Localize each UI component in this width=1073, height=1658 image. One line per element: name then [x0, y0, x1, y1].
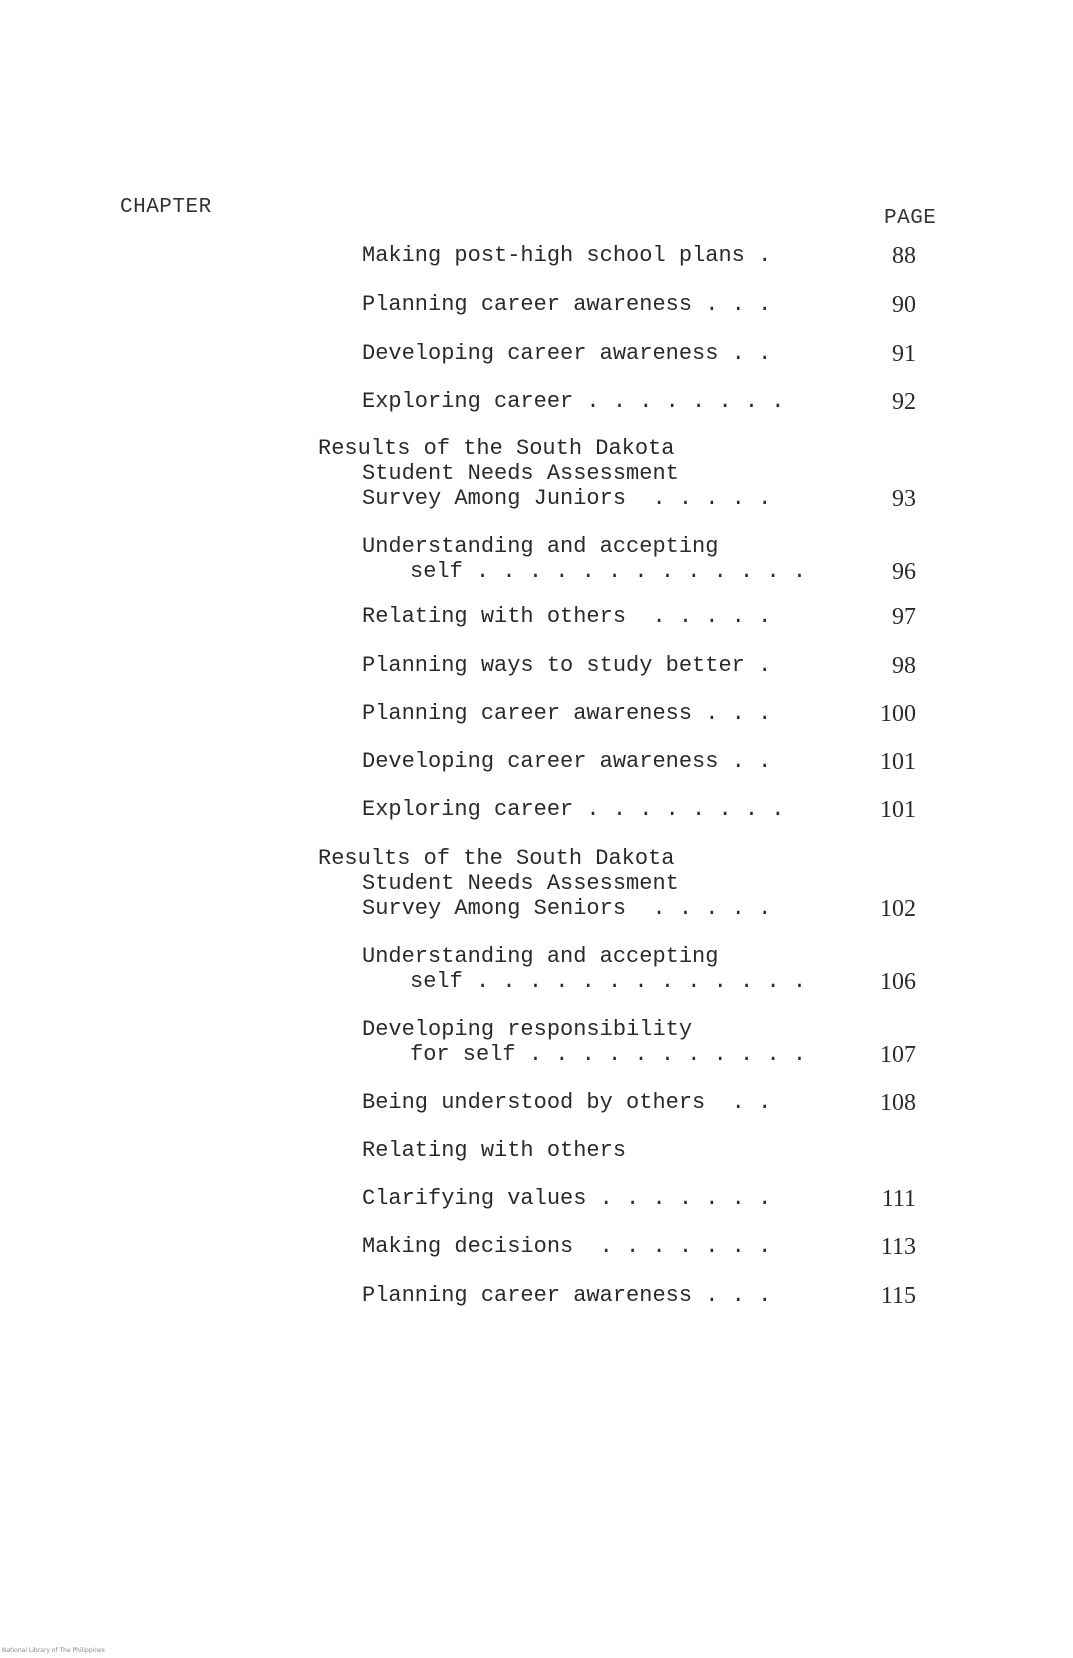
toc-entry-line: Student Needs Assessment [362, 871, 679, 896]
toc-page-number: 107 [880, 1042, 916, 1068]
toc-entry-line: Relating with others [362, 1138, 627, 1163]
toc-entry [0, 604, 916, 630]
toc-entry [0, 1138, 900, 1163]
toc-entry-line: Relating with others . . . . . [362, 604, 772, 629]
toc-entry-line: Results of the South Dakota [318, 846, 675, 871]
toc-entry-line: Understanding and accepting [362, 944, 719, 969]
toc-entry-line: Results of the South Dakota [318, 436, 675, 461]
toc-page-number: 88 [892, 243, 916, 269]
toc-entry [0, 1090, 916, 1116]
toc-page-number: 90 [892, 292, 916, 318]
toc-entry [0, 534, 916, 585]
toc-page-number: 108 [880, 1090, 916, 1116]
toc-page-number: 106 [880, 969, 916, 995]
toc-entry [0, 1017, 916, 1068]
toc-entry-line: Developing responsibility [362, 1017, 693, 1042]
toc-entry-line: Being understood by others . . [362, 1090, 772, 1115]
toc-page-number: 102 [880, 896, 916, 922]
toc-entry [0, 436, 916, 512]
toc-page-number: 111 [881, 1186, 916, 1212]
toc-entry-line: Survey Among Seniors . . . . . [362, 896, 772, 921]
toc-page-number: 97 [892, 604, 916, 630]
toc-page-number: 96 [892, 559, 916, 585]
toc-entry [0, 797, 916, 823]
toc-entry-line: Planning career awareness . . . [362, 292, 772, 317]
toc-page-number: 92 [892, 389, 916, 415]
toc-entry-line: Planning career awareness . . . [362, 701, 772, 726]
scan-footer-text: National Library of The Philippines [2, 1647, 105, 1654]
toc-entry [0, 944, 916, 995]
toc-entry-line: Exploring career . . . . . . . . [362, 389, 785, 414]
toc-page-number: 101 [880, 749, 916, 775]
toc-entry [0, 1186, 916, 1212]
toc-entry [0, 292, 916, 318]
toc-entry-line: Survey Among Juniors . . . . . [362, 486, 772, 511]
toc-entry [0, 341, 916, 367]
toc-page-number: 100 [880, 701, 916, 727]
toc-page-number: 98 [892, 653, 916, 679]
toc-entry-line: Planning career awareness . . . [362, 1283, 772, 1308]
toc-page-number: 93 [892, 486, 916, 512]
toc-entry-line: Exploring career . . . . . . . . [362, 797, 785, 822]
toc-entry [0, 1234, 916, 1260]
toc-entry [0, 243, 916, 269]
page-column-heading: PAGE [884, 207, 937, 230]
toc-page-number: 91 [892, 341, 916, 367]
toc-entry-line: Clarifying values . . . . . . . [362, 1186, 772, 1211]
chapter-column-heading: CHAPTER [120, 196, 212, 219]
toc-entry-line: Student Needs Assessment [362, 461, 679, 486]
toc-page-number: 113 [880, 1234, 916, 1260]
toc-page-number: 101 [880, 797, 916, 823]
toc-entry-line: self . . . . . . . . . . . . . [410, 969, 807, 994]
toc-entry-line: Developing career awareness . . [362, 749, 772, 774]
toc-entry [0, 701, 916, 727]
toc-entry-line: self . . . . . . . . . . . . . [410, 559, 807, 584]
toc-entry [0, 653, 916, 679]
toc-entry-line: Developing career awareness . . [362, 341, 772, 366]
toc-page-number: 115 [880, 1283, 916, 1309]
toc-entry-line: Making post-high school plans . [362, 243, 772, 268]
toc-entry-line: Making decisions . . . . . . . [362, 1234, 772, 1259]
toc-entry-line: Understanding and accepting [362, 534, 719, 559]
toc-entry-line: for self . . . . . . . . . . . [410, 1042, 807, 1067]
toc-entry [0, 1283, 916, 1309]
toc-entry [0, 749, 916, 775]
toc-entry [0, 846, 916, 922]
toc-entry-line: Planning ways to study better . [362, 653, 772, 678]
toc-entry [0, 389, 916, 415]
